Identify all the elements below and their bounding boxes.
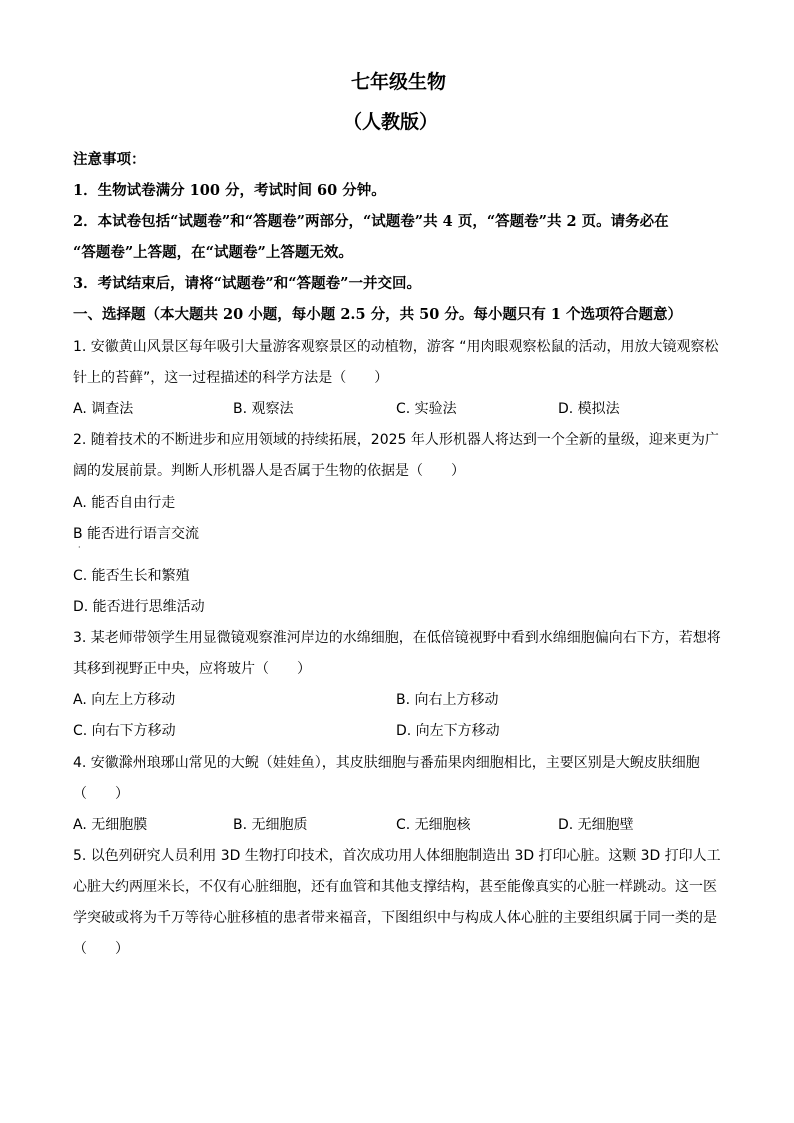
question-2-option-a[interactable]: A. 能否自由行走 xyxy=(73,495,176,511)
question-5-line: （ ） xyxy=(73,941,129,957)
question-2-option-d[interactable]: D. 能否进行思维活动 xyxy=(73,599,205,615)
question-3-option-c[interactable]: C. 向右下方移动 xyxy=(73,723,176,739)
question-4-line: （ ） xyxy=(73,786,129,802)
notes-item: 3．考试结束后，请将“试题卷”和“答题卷”一并交回。 xyxy=(73,275,421,292)
question-3-option-a[interactable]: A. 向左上方移动 xyxy=(73,692,176,708)
question-2-line: 阔的发展前景。判断人形机器人是否属于生物的依据是（ ） xyxy=(73,463,465,479)
notes-heading: 注意事项： xyxy=(73,151,146,168)
question-4-option-b[interactable]: B. 无细胞质 xyxy=(233,817,308,833)
question-5-line: 5. 以色列研究人员利用 3D 生物打印技术，首次成功用人体细胞制造出 3D 打印心脏。这颗 3D 打印人工 xyxy=(73,848,721,864)
question-1-option-b[interactable]: B. 观察法 xyxy=(233,401,294,417)
notes-item: 1．生物试卷满分 100 分，考试时间 60 分钟。 xyxy=(73,182,386,199)
question-4-option-d[interactable]: D. 无细胞壁 xyxy=(558,817,634,833)
question-5-line: 学突破或将为千万等待心脏移植的患者带来福音，下图组织中与构成人体心脏的主要组织属于同一类的是 xyxy=(73,910,717,926)
notes-item: “答题卷”上答题，在“试题卷”上答题无效。 xyxy=(73,244,353,261)
question-4-option-a[interactable]: A. 无细胞膜 xyxy=(73,817,148,833)
question-4-line: 4. 安徽滁州琅琊山常见的大鲵（娃娃鱼），其皮肤细胞与番茄果肉细胞相比，主要区别是大鲵皮肤细胞 xyxy=(73,755,700,771)
question-1-option-d[interactable]: D. 模拟法 xyxy=(558,401,620,417)
stray-dot: · xyxy=(78,543,81,552)
page-subtitle: （人教版） xyxy=(343,111,439,133)
section-heading: 一、选择题（本大题共 20 小题，每小题 2.5 分，共 50 分。每小题只有 1 个选项符合题意） xyxy=(73,306,683,323)
question-3-option-d[interactable]: D. 向左下方移动 xyxy=(396,723,500,739)
question-2-option-b[interactable]: B 能否进行语言交流 xyxy=(73,526,200,542)
notes-item: 2．本试卷包括“试题卷”和“答题卷”两部分，“试题卷”共 4 页，“答题卷”共 2 页。请务必在 xyxy=(73,213,669,230)
question-1-line: 针上的苔藓”，这一过程描述的科学方法是（ ） xyxy=(73,370,389,386)
question-5-line: 心脏大约两厘米长，不仅有心脏细胞，还有血管和其他支撑结构，甚至能像真实的心脏一样跳动。这一医 xyxy=(73,879,717,895)
question-4-option-c[interactable]: C. 无细胞核 xyxy=(396,817,471,833)
question-1-option-c[interactable]: C. 实验法 xyxy=(396,401,457,417)
question-3-line: 其移到视野正中央，应将玻片（ ） xyxy=(73,661,311,677)
question-3-option-b[interactable]: B. 向右上方移动 xyxy=(396,692,499,708)
question-1-line: 1. 安徽黄山风景区每年吸引大量游客观察景区的动植物，游客 “用肉眼观察松鼠的活动，用放大镜观察松 xyxy=(73,339,719,355)
question-2-line: 2. 随着技术的不断进步和应用领域的持续拓展，2025 年人形机器人将达到一个全新的量级，迎来更为广 xyxy=(73,432,719,448)
page-title: 七年级生物 xyxy=(351,71,447,93)
question-1-option-a[interactable]: A. 调查法 xyxy=(73,401,134,417)
question-3-line: 3. 某老师带领学生用显微镜观察淮河岸边的水绵细胞，在低倍镜视野中看到水绵细胞偏向右下方，若想将 xyxy=(73,630,721,646)
question-2-option-c[interactable]: C. 能否生长和繁殖 xyxy=(73,568,190,584)
